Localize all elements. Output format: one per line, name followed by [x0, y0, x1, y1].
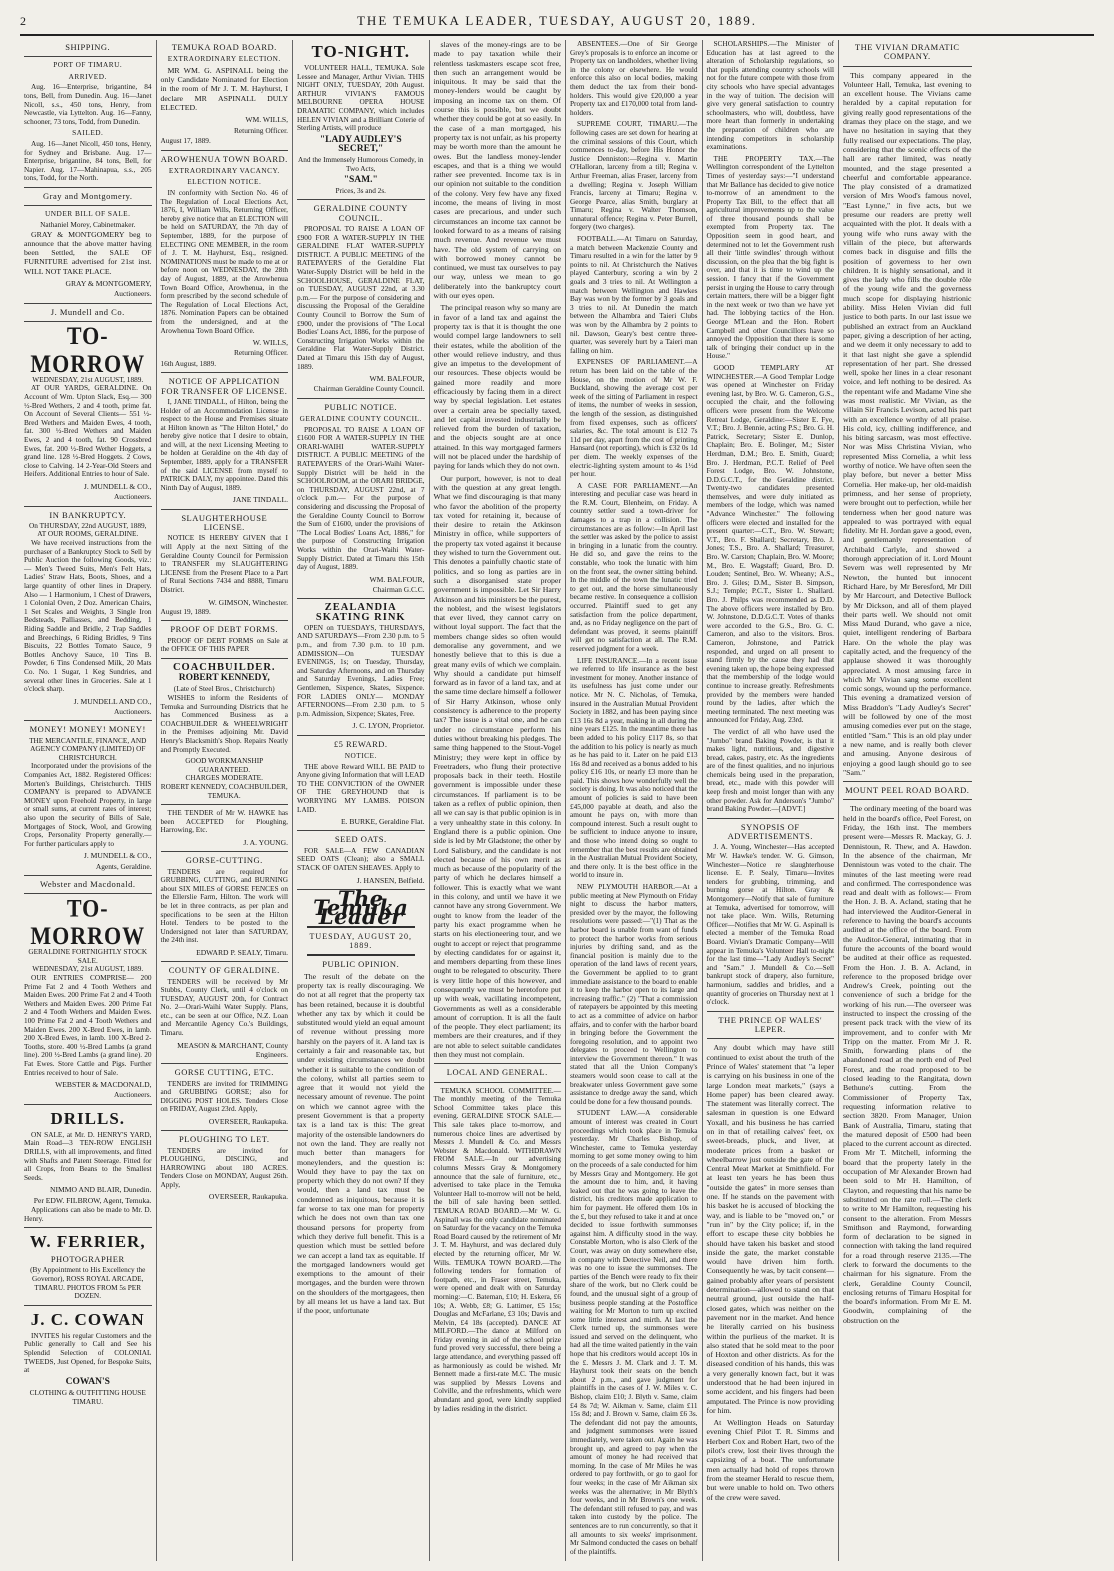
- divider: [297, 830, 425, 831]
- county-geraldine-title: COUNTY OF GERALDINE.: [168, 965, 280, 976]
- trb-role: Returning Officer.: [233, 125, 288, 135]
- divider: [161, 804, 289, 805]
- divider: [434, 1082, 562, 1083]
- gorse-body: TENDERS are required for GRUBBING, CUTTING, and BURNING about SIX MILES of GORSE FENCES on the Ellerslie Farm, Hilton. The work will be let in three contracts, as per plan and specifications to be seen at the Hilton Hotel. Tenders to be posted to the Undersigned not later than SATURDAY, the 24th inst.: [160, 866, 288, 945]
- masthead: [20, 8, 1094, 36]
- divider: [161, 1130, 289, 1131]
- local-general-title: LOCAL AND GENERAL.: [446, 1067, 548, 1078]
- divider: [707, 1011, 835, 1012]
- gm-sig: GRAY & MONTGOMERY,: [65, 278, 152, 288]
- bankruptcy-title: IN BANKRUPTCY.: [49, 509, 127, 520]
- seed-oats-body: FOR SALE—A FEW CANADIAN SEED OATS (Clean); also a SMALL STACK OF OATEN SHEAVES. Apply to: [297, 845, 425, 872]
- coachbuilder-late: (Late of Steel Bros., Christchurch): [173, 684, 275, 694]
- page-number: 2: [20, 13, 28, 28]
- bankruptcy-body: We have received instructions from the purchaser of a Bankruptcy Stock to Sell by Public Auction the following Goods, viz.:— Men's Tweed Suits, Men's Felt Hats, Ladies' Straw Hats, Boots, Shoes, and a large quantity of other lines in Drapery. Also — 1 Harmonium, 1 Chest of Drawers, 1 Colonial Oven, 2 Doz. American Chairs, 1 Set Scales and Weights, 3 Single Iron Bedsteads, Palliasses, and Bedding, 1 Riding Saddle and Bridle, 2 Trap Saddles and Breechings, 6 Riding Bridles, 9 Tins Biscuits, 22 Bottles Tomato Sauce, 9 Bottles Anchovy Sauce, 10 Tins B. Powder, 6 Tins Condensed Milk, 20 Mats Co. No. 1 Sugar, 1 Keg Sundries, and several other lines in Groceries. Sale at 1 o'clock sharp.: [24, 538, 152, 694]
- coachbuilder-charges: CHARGES MODERATE.: [185, 773, 263, 783]
- slaughter-body: NOTICE IS HEREBY GIVEN that I will Apply at the next Sitting of the Geraldine County Council for Permission to TRANSFER my SLAUGHTERING LICENSE from the Present Place to a Part of Rural Sections 7434 and 8888, Timaru District.: [160, 533, 288, 594]
- ploughing-sig: OVERSEER, Raukapuka.: [208, 1192, 288, 1202]
- divider: [843, 799, 972, 800]
- atb-sub: EXTRAORDINARY VACANCY.: [168, 165, 280, 175]
- divider: [297, 398, 425, 399]
- license-body: I, JANE TINDALL, of Hilton, being the Holder of an Accommodation License in respect to the House and Premises situate at Hilton known as "The Hilton Hotel," do hereby give notice that I desire to obtain, and will, at the next Licensing Meeting to be holden at Geraldine on the 4th day of September, 1889, apply for a TRANSFER of the said LICENSE from myself to PATRICK DALY, my appointee. Dated this Ninth Day of August, 1889.: [160, 396, 288, 492]
- seed-oats-title: SEED OATS.: [334, 834, 387, 845]
- news-item-property-tax: THE PROPERTY TAX.—The Wellington correspondent of the Lyttelton Times of yesterday says:—"I understand that Mr Ballance has decided to give notice to-morrow of an amendment to the Property Tax Bill, to the effect that all agricultural improvements up to the value of three thousand pounds shall be exempted from Property tax. The Opposition seem in good heart, and determined not to let the Government rush all their 'little swindles' through without discussion, on the plea that the big fight is over, and that it is time to wind up the session. I fancy that if the Government persist in urging the House to carry through certain matters, there will be a bigger fight in the next week or two than we have yet had. The lobbying tactics of the Hon. George M'Lean and the Hon. Robert Campbell and other Councillors have so annoyed the Opposition that there is some talk of bringing their conduct up in the House.": [706, 153, 834, 361]
- proof-title: PROOF OF DEBT FORMS.: [170, 624, 279, 635]
- divider: [843, 66, 972, 67]
- news-item-student-law: STUDENT LAW.—A considerable amount of interest was created in Court proceedings which took place in Temuka yesterday. Mr Charles Bishop, of Winchester, came to Temuka yesterday morning to get some money owing to him on the proceeds of a sale conducted for him by Messrs Gray and Montgomery. He got the amount due to him, and, it having leaked out that he was going to leave the district, his creditors made application to him for payment. He offered them 10s in the £, but they refused to take it and at once decided to issue forthwith summonses against him. A difficulty stood in the way. Constable Morton, who is also Clerk of the Court, was away on duty somewhere else, in company with Detective Neil, and there was no one to issue the summonses. The parties of the Bench were ready to fix their share of the work, but no Clerk could be found, and the unusual sight of a group of business people standing at the Postoffice waiting for Mr Morton to turn up excited some little interest and mirth. At last the Clerk turned up, the summonses were issued and served on the delinquent, who had all the time waited patiently in the vain hope that his creditors would accept 10s in the £. Messrs J. M. Clark and J. T. M. Hayhurst took their seats on the bench about 2 p.m., and gave judgment for plaintiffs in the cases of J. W. Miles v. C. Bishop, claim £10; J. Blyth v. Same, claim £4 8s 7d; W. Aikman v. Same, claim £11 15s 8d; and J. Brown v. Same, claim £6 3s. The defendant did not pay the amounts, and judgment summonses were issued immediately, were taken out. Again he was brought up, and agreed to pay when the amount of money he had received that morning. In the case of Mr Miles he was ordered to pay forthwith, or go to gaol for four weeks; in the case of Mr Aikman six weeks was the alternative; in Mr Blyth's four weeks, and in Mr Brown's one week. The defendant still refused to pay, and was taken into custody by the police. The sentences are to run concurrently, so that it all amounts to six weeks' imprisonment. Mr Salmond conducted the cases on behalf of the plaintiffs.: [570, 1108, 698, 1556]
- divider: [297, 598, 425, 599]
- drills-apps: Applications can also be made to Mr. D. Henry.: [24, 1204, 152, 1223]
- news-item-life-insurance: LIFE INSURANCE.—In a recent issue we referred to life insurance as the best investment for money. Another instance of its usefulness has just come under our notice. Mr N. C. Nicholas, of Temuka, insured in the Australian Mutual Provident Society in 1882, and has been paying since £13 16s 8d a year, making in all during the nine years £125. In the meantime there has been added to his policy £117 8s, so that the addition to his policy is nearly as much as he has paid to it. Later on he paid £13 16s 8d and received as a bonus added to his policy £16 10s, or nearly £3 more than he paid. This shows how wonderfully well the society is doing. It was also noticed that the amount of policies is said to have been £45,000 payable at death, and also the amount he pays on, with more than compound interest. Such a result ought to be sufficient to induce anyone to insure, and those who intend doing so ought to remember that the best results are obtained in the Australian Mutual Provident Society, and there only. It is the best office in the world to insure in.: [570, 655, 698, 880]
- divider: [307, 954, 415, 956]
- vivian-body: This company appeared in the Volunteer Hall, Temuka, last evening to an excellent house. The Vivians came heralded by a capital reputation for giving really good representations of the dramas they place on the stage, and we have no hesitation in saying that they fully realised our expectations. The play, considering that the scenic effects of the hall are rather limited, was neatly mounted, and the stage presented a cheerful and comfortable appearance. The play consisted of a dramatized version of Mrs Wood's famous novel, "East Lynne," in five acts, but we presume our readers are pretty well acquainted with the plot. It deals with a young wife who runs away with the villain of the piece, but afterwards comes back in disguise and fills the position of governess to her own children. It is highly sensational, and it gives the lady who fills the double rôle of the young wife and the governess much scope for displaying histrionic ability. Miss Helen Vivian did full justice to both parts. In our last issue we published an extract from an Auckland paper, giving a description of her acting, and we deem it only necessary to add to it that last night she gave a splendid representation of her part. She dressed well, spoke her lines in a clear resonant voice, and left nothing to be desired. As the repentant wife and Madame Vine she was most realistic. Mr Vivian, as the villain Sir Francis Levison, acted his part with an excellence worthy of all praise. His cold, icy, chilling indifference, and his biting sarcasm, was most effective. Nor was Miss Christina Vivian, who represented Miss Cornelia, a whit less worthy of notice. We have often seen the play before, but never a better Miss Cornelia. Her make-up, her old-maidish primness, and her sense of propriety, were brought out to perfection, while her tenderness when her good nature was appealed to was portrayed with equal fidelity. Mr H. Jordan gave a good, even, and gentlemanly representation of Archibald Carlyle, and showed a thorough appreciation of it. Lord Mount Severn was well represented by Mr Newton, the hunted but innocent Richard Hare, by Mr Beresford, Mr Dill by Mr Harcourt, and Detective Bullock by Mr Dickson, and all of them played their parts well. We should not omit Miss Maud Durand, who gave a nice, quiet, intelligent rendering of Barbara Hare. On the whole the play was capitally acted, and the frequency of the applause showed it was thoroughly appreciated. A most amusing farce in which Mr Vivian sang some excellent comic songs, wound up the performance. This evening a dramatized version of Miss Braddon's "Lady Audley's Secret" will be followed by one of the most amusing comedies ever put on the stage, entitled "Sam." This is an old play under a new name, and is really both clever and amusing. Anyone desirous of enjoying a good laugh should go to see "Sam.": [843, 70, 972, 777]
- slaughter-date: August 19, 1889.: [160, 606, 211, 616]
- divider: [161, 1063, 289, 1064]
- reward-sub: NOTICE.: [344, 751, 377, 760]
- gcc-role: Chairman Geraldine County Council.: [313, 384, 425, 394]
- jm-headline: TO-MORROW: [30, 321, 146, 378]
- atb-body: IN conformity with Section No. 46 of The Regulation of Local Elections Act, 1876, I, William Wills, Returning Officer, hereby give notice that an ELECTION will be held on SATURDAY, the 7th day of September, 1889, for the purpose of ELECTING ONE MEMBER, in the room of J. T. M. Hayhurst, Esq., resigned. NOMINATIONS must be made to me at or before noon on WEDNESDAY, the 28th day of August, 1889, at the Arowhenua Town Board Office, Arowhenua, in the form prescribed by the second schedule of The Regulation of Local Elections Act, 1876. Nomination Papers can be obtained from the undersigned, and at the Arowhenua Town Board Office.: [160, 188, 288, 335]
- tonight-sam: "SAM.": [343, 174, 378, 185]
- port-title: PORT OF TIMARU.: [53, 60, 123, 70]
- cowan-sub: CLOTHING & OUTFITTING HOUSE TIMARU.: [29, 1388, 146, 1406]
- trb-sig: WM. WILLS,: [245, 115, 288, 125]
- sailed-list: Aug. 16—Janet Nicoll, 450 tons, Henry, for Sydney and Brisbane. Aug. 17—Enterprise, brigantine, 84 tons, Bell, for Napier. Aug. 17—Mahinapua, s.s., 205 tons, Todd, for the North.: [24, 139, 152, 183]
- trb-body: MR WM. G. ASPINALL being the only Candidate Nominated for Election in the room of Mr J. T. M. Hayhurst, I declare MR ASPINALL DULY ELECTED.: [160, 65, 288, 113]
- issue-date: TUESDAY, AUGUST 20, 1889.: [309, 931, 412, 951]
- ferrier-sub: PHOTOGRAPHER: [50, 1254, 125, 1265]
- divider: [297, 199, 425, 200]
- money-role: Agents, Geraldine.: [95, 861, 152, 871]
- trb-title: TEMUKA ROAD BOARD.: [171, 42, 277, 52]
- newspaper-page: [20, 40, 1100, 1561]
- gorse-sig: EDWARD P. SEALY, Timaru.: [196, 947, 288, 957]
- gm-role: Auctioneers.: [113, 289, 152, 299]
- jm-body: AT OUR YARDS, GERALDINE. On Account of Wm. Upton Slack, Esq.— 300 ½-Bred Wethers, 2 and 4 tooth, prime fat. On Account of Several Clients— 551 ½-Bred Wethers and Maiden Ewes, 4 tooth, fat. 300 ½-Bred Wethers and Maiden Ewes, 2 and 4 tooth, fat. 90 Crossbred Ewes, fat. 200 ½-Bred Wether Hoggets, a grand line. 128 ½-Bred Hoggets. 2 Cows, close to Calving. 14 2-Year-Old Steers and Heifers. Additional Entries to hour of Sale.: [24, 383, 152, 479]
- divider: [24, 205, 152, 206]
- skating-rink-title: ZEALANDIA SKATING RINK: [315, 602, 406, 623]
- county-geraldine-sig: MEASON & MARCHANT, County Engineers.: [177, 1040, 288, 1059]
- gcc-sig: WM. BALFOUR,: [369, 374, 425, 384]
- gorse-cutting-body: TENDERS are invited for TRIMMING and GRUBBING GORSE; also for DIGGING POST HOLES. Tenders Close on FRIDAY, August 23rd. Apply,: [160, 1078, 288, 1114]
- jm-date: WEDNESDAY, 21st AUGUST, 1889.: [32, 374, 144, 384]
- divider: [297, 735, 425, 736]
- ploughing-body: TENDERS are invited for PLOUGHING, DISCING, and HARROWING about 180 ACRES. Tenders Close on MONDAY, August 26th. Apply,: [160, 1145, 288, 1189]
- tonight-body: VOLUNTEER HALL, TEMUKA. Sole Lessee and Manager, Arthur Vivian. THIS NIGHT ONLY, TUESDAY, 20th August. ARTHUR VIVIAN'S FAMOUS MELBOURNE OPERA HOUSE DRAMATIC COMPANY, which includes HELEN VIVIAN and a Brilliant Coterie of Sterling Artists, will produce: [297, 63, 425, 133]
- news-item-supreme-court: SUPREME COURT, TIMARU.—The following cases are set down for hearing at the criminal sessions of this Court, which commences to-day, before His Honor the Justice Denniston:—Regina v. Martin O'Halloran, larceny from a till; Regina v. Arthur Freeman, alias Fraser, larceny from a dwelling; Regina v. Joseph William Francis, larceny at Timaru; Regina v. George Pearce, alias Smith, burglary at Timaru; Regina v. Walter Thomson, unnatural offence; Regina v. Peter Burrell, forgery (two charges).: [570, 119, 698, 232]
- reward-body: THE above Reward WILL BE PAID to Anyone giving Information that will LEAD TO THE CONVICTION of the OWNER OF THE GREYHOUND that is WORRYING MY LAMBS. POISON LAID.: [297, 761, 425, 814]
- coachbuilder-name: ROBERT KENNEDY,: [178, 673, 270, 684]
- public-notice-role: Chairman G.C.C.: [372, 584, 425, 594]
- license-title: NOTICE OF APPLICATION FOR TRANSFER OF LICENSE.: [161, 376, 288, 396]
- divider: [24, 875, 152, 876]
- column-4: [430, 40, 567, 1561]
- bankruptcy-role: Auctioneers.: [113, 707, 152, 717]
- mount-peel-title: MOUNT PEEL ROAD BOARD.: [845, 785, 970, 796]
- news-item-case: A CASE FOR PARLIAMENT.—An interesting and peculiar case was heard in the R.M. Court, Blenheim, on Friday. A country settler sued a town-driver for damages to a trap in a collision. The circumstances are as follow:—In April last the settler was asked by the police to assist in bringing in a lunatic from the country. He did so, and gave the reins to the constable, who took the lunatic with him on the front seat, the owner sitting behind. In the middle of the town the lunatic tried to get out, and the horse simultaneously became restive. In consequence a collision occurred. Plaintiff sued to get any satisfaction from the police department, and, as no Friday negligence on the part of defendant was proved, it seems plaintiff will get no satisfaction at all. The R.M. reserved judgment for a week.: [570, 480, 698, 653]
- synopsis-title: SYNOPSIS OF ADVERTISEMENTS.: [727, 821, 813, 842]
- ferrier-headline: W. FERRIER,: [29, 1232, 146, 1252]
- bankruptcy-date: On THURSDAY, 22nd AUGUST, 1889, AT OUR ROOMS, GERALDINE.: [28, 520, 147, 539]
- column-3: [293, 40, 430, 1561]
- editorial-cont-1: slaves of the money-rings are to be made to pay taxation while their relentless taskmasters escape scot free, then such an arrangement would be iniquitous. It may be said that the money-lenders would be caught by imposing an income tax on them. Of course this is possible, but we doubt whether they could be got at so easily. In the case of a man mortgaged, his property tax is not unfair, as his property may be worth more than the amount he owes. But the landless money-lender escapes, and that is a thing we would rather see prevented. Income tax is in our opinion not suitable to the condition of the colony. Very few have any fixed income, the means of living in most cases are precarious, and under such circumstances an income tax cannot be looked forward to as a means of raising much revenue. And revenue we must have. The old system of carrying on with borrowed money cannot be continued, we must tax ourselves to pay our way, unless we mean to go deliberately into the bankruptcy court with our eyes open.: [433, 40, 561, 301]
- divider: [434, 1063, 562, 1064]
- masthead-title: THE TEMUKA LEADER, TUESDAY, AUGUST 20, 1889.: [356, 13, 758, 28]
- reward-sig: E. BURKE, Geraldine Flat.: [340, 817, 425, 827]
- divider: [161, 620, 289, 621]
- skating-rink-sig: J. C. LYON, Proprietor.: [352, 721, 425, 731]
- jm-role: Auctioneers.: [113, 492, 152, 502]
- divider: [24, 720, 152, 721]
- cowan-headline: J. C. COWAN: [30, 1309, 145, 1329]
- coachbuilder-guarantee: GOOD WORKMANSHIP GUARANTEED.: [185, 756, 264, 774]
- wm-title: Webster and Macdonald.: [39, 878, 136, 889]
- gm-name: Nathaniel Morey, Cabinetmaker.: [40, 219, 136, 229]
- editorial-cont-2: The principal reason why so many are in favor of a land tax and against the property tax is that it is thought the one would compel large landowners to sell their estates, while the abolition of the other would relieve industry, and thus give an impetus to the development of our resources. These objects would be gained more readily and more efficaciously by facing them in a direct way by special legislation. Let estates over a certain area be specially taxed, and let capital invested industrially be relieved from the burden of taxation, and the objects sought are at once attained. In this way mortgaged farmers will not be placed under the hardship of paying for lands which they do not own.: [433, 303, 561, 471]
- arrived-list: Aug. 16—Enterprise, brigantine, 84 tons, Bell, from Dunedin. Aug. 16—Janet Nicoll, s.s., 450 tons, Henry, from Newcastle, via Lyttelton. Aug. 16—Fanny, schooner, 73 tons, Todd, from Dunedin.: [24, 82, 152, 126]
- gcc-body: PROPOSAL TO RAISE A LOAN OF £900 FOR A WATER-SUPPLY IN THE GERALDINE FLAT WATER-SUPPLY DISTRICT. A PUBLIC MEETING of the RATEPAYERS of the Geraldine Flat Water-Supply District will be held in the SCHOOLHOUSE, GERALDINE FLAT, on TUESDAY, AUGUST 22nd, at 3.30 p.m.— For the purpose of considering and discussing the Proposal of the Geraldine County Council to Borrow the Sum of £900, under the provisions of "The Local Bodies' Loans Act, 1886, for the purpose of Constructing Irrigation Works within the Geraldine Flat Water-Supply District. Dated at Timaru this 15th day of August, 1889.: [297, 224, 425, 371]
- gcc-title: GERALDINE COUNTY COUNCIL.: [313, 203, 408, 223]
- gm-title: Gray and Montgomery.: [43, 191, 133, 202]
- newspaper-nameplate: The Temuka Leader: [313, 885, 409, 930]
- jm-title: J. Mundell and Co.: [50, 306, 125, 317]
- public-notice-body: PROPOSAL TO RAISE A LOAN OF £1600 FOR A WATER-SUPPLY IN THE ORARI-WAIHI WATER-SUPPLY DISTRICT. A PUBLIC MEETING of the RATEPAYERS of the Orari-Waihi Water-Supply District will be held in the SCHOOLROOM, at the ORARI BRIDGE, on THURSDAY, AUGUST 22nd, at 7 o'clock p.m.— For the purpose of considering and discussing the Proposal of the Geraldine County Council to Borrow the Sum of £1600, under the provisions of "The Local Bodies' Loans Act, 1886," for the purpose of Constructing Irrigation Works within the Orari-Waihi Water-Supply District. Dated at Timaru this 15th day of August, 1889.: [297, 424, 425, 572]
- atb-title: AROWHENUA TOWN BOARD.: [160, 153, 288, 164]
- divider: [161, 150, 289, 151]
- coachbuilder-body: WISHES to inform the Residents of Temuka and Surrounding Districts that he has Commenced Business as a COACHBUILDER & WHEELWRIGHT in the Premises adjoining Mr. David Henry's Blacksmith's Shop. Repairs Neatly and Promptly Executed.: [160, 693, 288, 754]
- divider: [843, 781, 972, 782]
- column-7: [839, 40, 976, 1561]
- gorse-cutting-sig: OVERSEER, Raukapuka.: [208, 1116, 288, 1126]
- synopsis-body: J. A. Young, Winchester—Has accepted Mr W. Hawke's tender. W. G. Gimson, Winchester—Notice re slaughterhouse license. E. P. Sealy, Timaru—Invites tenders for grubbing, trimming, and burning gorse at Hilton. Gray & Montgomery—Notify that sale of furniture at Temuka, advertised for tomorrow, will not take place. Wm. Wills, Returning Officer—Notifies that Mr W. G. Aspinall is elected a member of the Temuka Road Board. Vivian's Dramatic Company—Will appear in Temuka's Volunteer Hall to-night for the last time—"Lady Audley's Secret" and "Sam." J. Mundell & Co.—Sell bankrupt stock of drapery, also furniture, harmonium, saddles and bridles, and a quantity of groceries on Thursday next at 1 o'clock.: [706, 842, 834, 1007]
- divider: [24, 1104, 152, 1105]
- wm-headline: TO-MORROW: [30, 893, 146, 950]
- bankruptcy-sig: J. MUNDELL AND CO.,: [73, 696, 152, 706]
- atb-notice: ELECTION NOTICE.: [187, 177, 262, 187]
- atb-date: 16th August, 1889.: [160, 358, 217, 368]
- tonight-also: And the Immensely Humorous Comedy, in Two Acts,: [297, 155, 424, 173]
- divider: [24, 187, 152, 188]
- tonight-headline: TO-NIGHT.: [311, 42, 411, 61]
- shipping-title: SHIPPING.: [65, 42, 111, 52]
- trb-date: August 17, 1889.: [160, 135, 211, 145]
- editorial-cont-3: Our purport, however, is not to deal with the question at any great length. What we find discouraging is that many who favor the abolition of the property tax voted for retaining it, because of their desire to retain the Atkinson Ministry in office, while supporters of the property tax voted against it because they wished to turn the Government out. This denotes a painfully chaotic state of politics, and so long as parties are in such a disorganised state proper government is impossible. Let Sir Harry Atkinson and his ministers be the purest, the noblest, and the wisest legislators that ever lived, they cannot carry on without loyal support. The fact that the members change sides so often would demoralise any government, and we honestly believe that to this is due a great many evils of which we complain. Why should a candidate put himself forward as in favor of a land tax, and at the same time declare himself a follower of Sir Harry Atkinson, whose only consistency is adherence to the property tax? The issue is a vital one, and he can under no circumstance perform his duties without breaking his pledges. The same thing happened to the Stout-Vogel Ministry; they were kept in office by Freetraders, who flung their protective proposals back in their teeth. Hostile government is impossible under these circumstances. If parliament is to be taken as a reflex of public opinion, then all we can say is that public opinion is in a very unhealthy state in this colony. In England there is a public opinion. One side is led by Mr Gladstone; the other by Lord Salisbury, and the candidate is not elected because of his own merit as much as because of the popularity of the party of which he declares himself a follower. This is exactly what we want in this colony, and until we have it we cannot have any strong Government. We ought to know from the leader of the party his exact programme when he starts on his electioneering tour, and we ought to accept or reject that programme by electing candidates for or against it, and members departing from these lines ought to be relegated to obscurity. There is very little hope of this however, and consequently we must be heretofore put up with weak, vacillating incompetent, Governments as well as a considerable amount of corruption. It is all the fault of the people. They elect parliament; its members are their creatures, and if they are not able to select suitable candidates then they must not complain.: [433, 473, 561, 1060]
- license-sig: JANE TINDALL.: [232, 495, 288, 505]
- hawke-body: THE TENDER of Mr W. HAWKE has been ACCEPTED for Ploughing, Harrowing, Etc.: [160, 808, 288, 835]
- divider: [24, 506, 152, 507]
- tonight-prices: Prices, 3s and 2s.: [335, 185, 386, 195]
- ploughing-title: PLOUGHING TO LET.: [179, 1134, 270, 1145]
- news-item-harbor: NEW PLYMOUTH HARBOR.—At a public meeting at New Plymouth on Friday night to discuss the harbor matters, presided over by the mayor, the following resolutions were passed:—"(1) That as the harbor board is unable from want of funds to protect the harbor works from serious injuries by drifting sand, and as the financial position is mainly due to the operation of the land laws of recent years, the Government be applied to to grant immediate assistance to the board to enable it to keep the harbor open to its large and increasing traffic." (2) "That a commission of ratepayers be appointed by this meeting to act as a committee of advice on harbor affairs, and to confer with the harbor board in bringing before the Government the foregoing resolution, and to appoint two delegates to proceed to Wellington to interview the Government thereon." It was stated that all the Union Company's steamers would soon cease to call at the breakwater unless Government gave some assistance to dredge away the sand, which could be done for a few thousand pounds.: [570, 882, 698, 1106]
- divider: [24, 303, 152, 304]
- divider: [707, 1038, 835, 1039]
- divider: [707, 818, 835, 819]
- public-notice-title: PUBLIC NOTICE.: [324, 401, 398, 412]
- divider: [161, 372, 289, 373]
- news-item-absentees: ABSENTEES.—One of Sir George Grey's proposals is to enforce an income or Property tax on landholders, whether living in the colony or elsewhere. He would enforce this also on local bodies, making them deduct the tax from their bond-holders. This would give £20,000 a year Property tax and £170,000 total from land-holders.: [570, 40, 698, 117]
- divider: [161, 961, 289, 962]
- wm-body: OUR ENTRIES COMPRISE— 200 Prime Fat 2 and 4 Tooth Wethers and Maiden Ewes. 200 Prime Fat 2 and 4 Tooth Wethers and Maiden Ewes. 200 Prime Fat 2 and 4 Tooth Wethers and Maiden Ewes. 100 Prime Fat 2 and 4 Tooth Wethers and Maiden Ewes. 200 X-Bred Ewes, in lamb. 200 X-Bred Ewes, in lamb. 100 X-Bred 2-Tooths, store. 400 ½-Bred Lambs (a grand line). 200 ½-Bred Lambs (a grand line). 20 Fat Ewes. Store Cattle and Pigs. Further Entries received to hour of Sale.: [24, 973, 152, 1077]
- column-5: [566, 40, 703, 1561]
- skating-rink-body: OPEN on TUESDAYS, THURSDAYS, AND SATURDAYS—From 2.30 p.m. to 5 p.m., and from 7.30 p.m. to 10 p.m. ADMISSION—On TUESDAY EVENINGS, 1s; on Tuesday, Thursday, and Saturday Afternoons, and on Thursday and Saturday Evenings, Ladies Free; Gentlemen, Sixpence, Skates, Sixpence. FOR LADIES ONLY— MONDAY AFTERNOONS—From 2.30 p.m. to 5 p.m. Admission, Sixpence; Skates, Free.: [297, 622, 425, 718]
- money-body: Incorporated under the provisions of the Companies Act, 1882. Registered Offices: Morten's Buildings, Christchurch. THIS COMPANY is prepared to ADVANCE MONEY upon Freehold Property, in large or small sums, at current rates of interest; also upon the security of Bills of Sale, Mortgages of Stock, Wool, and Growing Crops, Personality Property generally.—For further particulars apply to: [24, 761, 152, 848]
- editorial-title: PUBLIC OPINION.: [322, 959, 400, 970]
- mount-peel-body: The ordinary meeting of the board was held in the board's office, Peel Forest, on Friday, the 16th inst. The members present were—Messrs R. Mackay, G. J. Dennistoun, R. Thew, and A. Hawdon. In the absence of the chairman, Mr Dennistoun was voted to the chair. The minutes of the last meeting were read and confirmed. The correspondence was read and dealt with as follows:— From the Hon. J. B. A. Acland, stating that he had interviewed the Auditor-General in reference to having the board's accounts audited at the office of the board. From the Auditor-General, intimating that in future the accounts of the board would be audited at their office as requested. From the Hon. J. B. A. Acland, in reference to the proposed bridge over Andrew's Creek, pointing out the convenience of such a bridge for the working of his run.—The overseer was instructed to inspect the crossing of the present pack track with the view of its improvement, and to confer with Mr Tripp on the matter. From Mr J. R. Smith, forwarding plans of the abandoned road at the north end of Peel Forest, and the road proposed to be closed leading to the Rangitata, down Bethune's cutting. From the Commissioner of Property Tax, requesting information relative to section 3820. From Manager, Union Bank of Australia, Timaru, stating that the matured deposit of £500 had been placed to the current account as directed. From Mr T. Mitchell, informing the board that the property lately in the occupation of Mr Alexander Brown had been sold to Mr H. Hamilton, of Clayton, and requesting that his name be substituted on the rate roll.—The clerk to write to Mr Hamilton, requesting his consent to the alteration. From Messrs Smithson and Raymond, forwarding form of declaration to be signed in connection with taking the land required for a road through reserve 2135.—The clerk to forward the documents to the chairman for his signature. From the clerk, Geraldine County Council, enclosing returns of Timaru Hospital for the board's information. From Mr E. M. Goodwin, complaining of the obstruction on the: [843, 804, 972, 1325]
- cowan-name: COWAN'S: [65, 1376, 110, 1387]
- news-item-pilots: At Wellington Heads on Saturday evening Chief Pilot T. R. Simms and Herbert Cox and Robert Hart, two of the pilot's crew, lost their lives through the capsizing of a boat. The unfortunate men actually had hold of ropes thrown from the steamer Herald to rescue them, but were unable to hold on. Two others of the crew were saved.: [706, 1418, 834, 1502]
- county-geraldine-body: TENDERS will be received by Mr Stubbs, County Clerk, until 4 o'clock on TUESDAY, AUGUST 20th, for Contract No. 2—Orari-Waihi Water Supply. Plans, etc., can be seen at our Office, N.Z. Loan and Mercantile Agency Co.'s Buildings, Timaru.: [160, 976, 288, 1038]
- wm-sub: GERALDINE FORTNIGHTLY STOCK SALE.: [28, 947, 148, 965]
- public-notice-sig: WM. BALFOUR,: [369, 574, 425, 584]
- reward-title: £5 REWARD.: [333, 738, 388, 749]
- drills-agent: Per EDW. FILBROW, Agent, Temuka.: [33, 1195, 152, 1205]
- coachbuilder-sig: ROBERT KENNEDY, COACHBUILDER, TEMUKA.: [160, 782, 288, 800]
- atb-sig: W. WILLS,: [252, 338, 288, 348]
- divider: [161, 509, 289, 510]
- advertisement-jumbo: The verdict of all who have used the "Jumbo" brand Baking Powder, is that it makes light, nutritious, and digestive bread, cakes, pastry, etc. As the ingredients are of the finest qualities, and no injurious chemicals being used in the preparation, bread, etc., made with this powder will keep fresh and moist longer than with any other powder. Ask for Anderson's "Jumbo" brand Baking Powder.—[ADVT.]: [706, 726, 834, 814]
- wm-sig: WEBSTER & MACDONALD,: [55, 1080, 152, 1090]
- news-item-good-templary: GOOD TEMPLARY AT WINCHESTER.—A Good Templar Lodge was opened at Winchester on Friday evening last, by Bro. W. G. Cameron, G.S., occupied the chair, and the following officers were present from the Welcome Retreat Lodge, Geraldine:—Sister E. Fye, V.T.; Bro. J. Bennie, acting P.S.; Bro. G. H. Patrick, Secretary; Sister E. Dunlop, Chaplain; Bro. E. Bolinger, M.; Sister Herdman, D.M.; Bro. E. Smith, Guard; Bro. J. Herdman, P.C.T. Relief of Peel Forest Lodge, Bro. W. Johnstone, D.D.G.C.T., for the Geraldine district. Twenty-two candidates presented themselves, and were duly initiated as members of the lodge, which was named "Advance Winchester." The following officers were elected and installed for the present quarter:—C.T., Bro. W. Stewart; V.T., Bro. F. Shallard; Secretary, Bro. J. Jones; T.S., Bro. A. Shallard; Treasurer, Bro. W. Carston; Chaplain, Bro. W. Moore; M., Bro. E. Wagstaff; Guard, Bro. D. Louden; Sentinel, Bro. W. Wheany; A.S., Bro. J. Giles; D.M., Sister B. Simpson, S.J.; Temple; P.C.T., Sister L. Shallard. Bro. J. Philps was recommended as D.D. The above officers were installed by Bro. W. Johnstone, D.D.G.C.T. Votes of thanks were accorded to the G.S., Bro. G. C. Cameron, and also to the visitors. Bros. Cameron, Johnstone, and Patrick responded, and urged on all present to stand firmly by the cause they had that evening taken up, the hope being expressed that the membership of the lodge would continue to increase greatly. Refreshments provided by the members were handed round by the ladies, after which the meeting terminated. The next meeting was announced for Friday, Aug. 23rd.: [706, 362, 834, 725]
- drills-headline: DRILLS.: [50, 1108, 126, 1128]
- gorse-title: GORSE-CUTTING.: [185, 855, 263, 866]
- divider: [24, 56, 152, 57]
- hawke-sig: J. A. YOUNG.: [243, 837, 288, 847]
- prince-leper-title: THE PRINCE OF WALES' LEPER.: [718, 1014, 823, 1035]
- editorial-body: The result of the debate on the property tax is really discouraging. We do not at all regret that the property tax has been retained, because it is doubtful whether any tax by which it could be substituted would yield an equal amount of revenue without pressing more harshly on the payers of it. A land tax is certainly a fair and reasonable tax, but under existing circumstances we doubt whether it is suitable to the condition of the colony, whilst all parties seem to agree that it would not yield the necessary amount of revenue. The point on which we cannot agree with the present Government is that a property tax is a land tax is this: The great majority of the ostensible landowners do not own the land. They are really not much better than managers for moneylenders, and the question is: Would they have to pay the tax on property which they do not own? If they would, then a land tax must be condemned as iniquitous, because it is far worse to tax one man for property which he does not own than tax one thousand persons for property from which they derive full benefit. This is a question which must be settled before we can accept a land tax as equitable. If the mortgaged landowners would get exemptions to the amount of their mortgages, and the burden were thrown on the shoulders of the mortgagees, then by all means let us have a land tax. But if the poor, unfortunate: [297, 971, 425, 1316]
- news-item-scholarships: SCHOLARSHIPS.—The Minister of Education has at last agreed to the alteration of Scholarship regulations, so that pupils attending country schools will not for the future compete with those from city schools who have special advantages in the way of tuition. The decision will give very general satisfaction to country schoolmasters, who will, doubtless, have more heart than formerly in undertaking the preparation of children who are intending competitors in scholarship examinations.: [706, 40, 834, 152]
- money-sub: THE MERCANTILE, FINANCE, AND AGENCY COMPANY (LIMITED) OF CHRISTCHURCH.: [29, 735, 147, 762]
- gorse-cutting-title: GORSE CUTTING, ETC.: [174, 1067, 274, 1078]
- cowan-body: INVITES his regular Customers and the Public generally to Call and See his Splendid Selection of COLONIAL TWEEDS, Just Opened, for Bespoke Suits, at: [24, 1330, 152, 1375]
- money-title: MONEY! MONEY! MONEY!: [29, 724, 146, 735]
- local-general-body: TEMUKA SCHOOL COMMITTEE.—The monthly meeting of the Temuka School Committee takes place this evening. GERALDINE STOCK SALE.—This sale takes place to-morrow, and numerous choice lines are advertised by Messrs J. Mundell & Co. and Messrs Webster & Macdonald. WITHDRAWN FROM SALE.—In our advertising columns Messrs Gray & Montgomery announce that the sale of furniture, etc., advertised to take place in the Temuka Volunteer Hall to-morrow will not be held, the bill of sale having been settled. TEMUKA ROAD BOARD.—Mr W. G. Aspinall was the only candidate nominated on Saturday for the vacancy on the Temuka Road Board caused by the retirement of Mr J. T. M. Hayhurst, and was declared duly elected by the returning officer, Mr W. Wills. TEMUKA TOWN BOARD.—The following tenders for formation of footpath, etc., in Fraser street, Temuka, were opened and dealt with on Saturday morning:—C. Bateman, £10; H. Eskera, £6 10s; A. Webb, £8; G. Lattimer, £5 15s; Douglas and McFarlane, £3 10s; Davis and Melvin, £4 18s (accepted). DANCE AT MILFORD.—The dance at Milford on Friday evening in aid of the school prize fund proved very successful, there being a large attendance, and everything passed off as harmoniously as could be wished. Mr Bennett made a first-rate M.C. The music was supplied by Messrs Lovens and Colville, and the refreshments, which were abundant and good, were kindly supplied by ladies residing in the district.: [433, 1085, 561, 1413]
- proof-body: PROOF OF DEBT FORMS on Sale at the OFFICE OF THIS PAPER: [160, 635, 288, 654]
- divider: [24, 1227, 152, 1228]
- column-6: [703, 40, 840, 1561]
- column-2: [157, 40, 294, 1561]
- trb-sub: EXTRAORDINARY ELECTION.: [167, 54, 281, 64]
- vivian-title: THE VIVIAN DRAMATIC COMPANY.: [854, 42, 960, 62]
- drills-sig: NIMMO AND BLAIR, Dunedin.: [50, 1185, 152, 1195]
- slaughter-sig: W. GIMSON, Winchester.: [208, 597, 288, 607]
- slaughter-title: SLAUGHTERHOUSE LICENSE.: [181, 512, 268, 533]
- news-item-parliament: EXPENSES OF PARLIAMENT.—A return has been laid on the table of the House, on the motion of Mr W. F. Buckland, showing the average cost per week of the sitting of Parliament in respect of items, the number of weeks in session, the length of the session, as distinguished from fixed expenses, such as officers' salaries, &c. The total amount is £12 7s 11d per day, apart from the cost of printing Hansard (not reporting), which is £32 0s 1d per diem. The weekly expenses of the electric-lighting system amount to 4s 1½d per hour.: [570, 357, 698, 479]
- column-1: [20, 40, 157, 1561]
- jm-sig: J. MUNDELL & CO.,: [83, 482, 152, 491]
- drills-body: ON SALE, at Mr. D. HENRY'S YARD, Main Road—3 TEN-ROW ENGLISH DRILLS, with all improvements, and fitted with Shafts and Patent Steerage. Fitted for all Crops, from Beans to the Smallest Seeds.: [24, 1129, 152, 1182]
- prince-leper-body: Any doubt which may have still continued to exist about the truth of the Prince of Wales' statement that "a leper is carrying on his business in one of the large London meat markets," (says a Home paper) has been cleared away. The statement was literally correct. The salesman in question is one Edward Yoxall, and his business he has carried on in that of retailing calves' feet, ox sweet-breads, pluck, and liver, at moderate prices from a basket or wheelbarrow just outside the gate of the Central Meat Market at Smithfield. For at least ten years he has been thus "outside the gates" in more senses than one. If he stands on the pavement with his basket he is accused of blocking the way, and is liable to be "moved on," or "run in" by the City police; if, in the effort to escape these city bobbies he should have taken his basket and stood inside the gate, the market constable would have driven him forth. Consequently he was, by tacit consent—gained probably after years of persistent determination—allowed to stand on that neutral ground, just outside the half-closed gates, which was neither on the pavement nor in the market. And hence he literally carried on his business within the purlieus of the market. It is also stated that he sold meat to the poor of Hoxton and other districts. As for the diseased condition of his hands, this was a very generally known fact, but it was understood that he had been injured in some accident, and his fingers had been amputated. The Prince is now providing for him.: [706, 1043, 834, 1415]
- ferrier-body: (By Appointment to His Excellency the Governor), ROSS ROYAL ARCADE, TIMARU. PHOTOS FROM 5s PER DOZEN.: [30, 1265, 146, 1301]
- money-sig: J. MUNDELL & CO.,: [83, 851, 152, 861]
- atb-role: Returning Officer.: [233, 348, 288, 358]
- divider: [161, 658, 289, 659]
- arrived-label: ARRIVED.: [68, 71, 107, 81]
- divider: [24, 1305, 152, 1306]
- tonight-play: "LADY AUDLEY'S SECRET,": [319, 134, 402, 155]
- wm-date: WEDNESDAY, 21st AUGUST, 1889.: [32, 964, 144, 974]
- news-item-football: FOOTBALL.—At Timaru on Saturday, a match between Mackenzie County and Timaru resulted in a win for the latter by 9 points to nil. At Christchurch the Natives played Canterbury, scoring a win by 2 goals and 3 tries to nil. At Wellington a match between Wellington and Hawkes Bay was won by the former by 3 goals and 3 tries to nil. At Dunedin the match between the Alhambra and Taieri Clubs was won by the Alhambra by 2 points to nil. Dawson, Geary's best centre three-quarter, was severely hurt by a Taieri man falling on him.: [570, 234, 698, 355]
- gm-body: GRAY & MONTGOMERY beg to announce that the above matter having been Settled, the SALE OF FURNITURE advertised for 21st inst. WILL NOT TAKE PLACE.: [24, 229, 152, 276]
- wm-role: Auctioneers.: [113, 1090, 152, 1100]
- public-notice-sub: GERALDINE COUNTY COUNCIL.: [299, 414, 422, 423]
- coachbuilder-title: COACHBUILDER.: [172, 661, 276, 673]
- sailed-label: SAILED.: [72, 128, 104, 138]
- divider: [161, 851, 289, 852]
- gm-sub: UNDER BILL OF SALE.: [45, 209, 131, 219]
- seed-oats-sig: J. HANSEN, Belfield.: [356, 875, 425, 885]
